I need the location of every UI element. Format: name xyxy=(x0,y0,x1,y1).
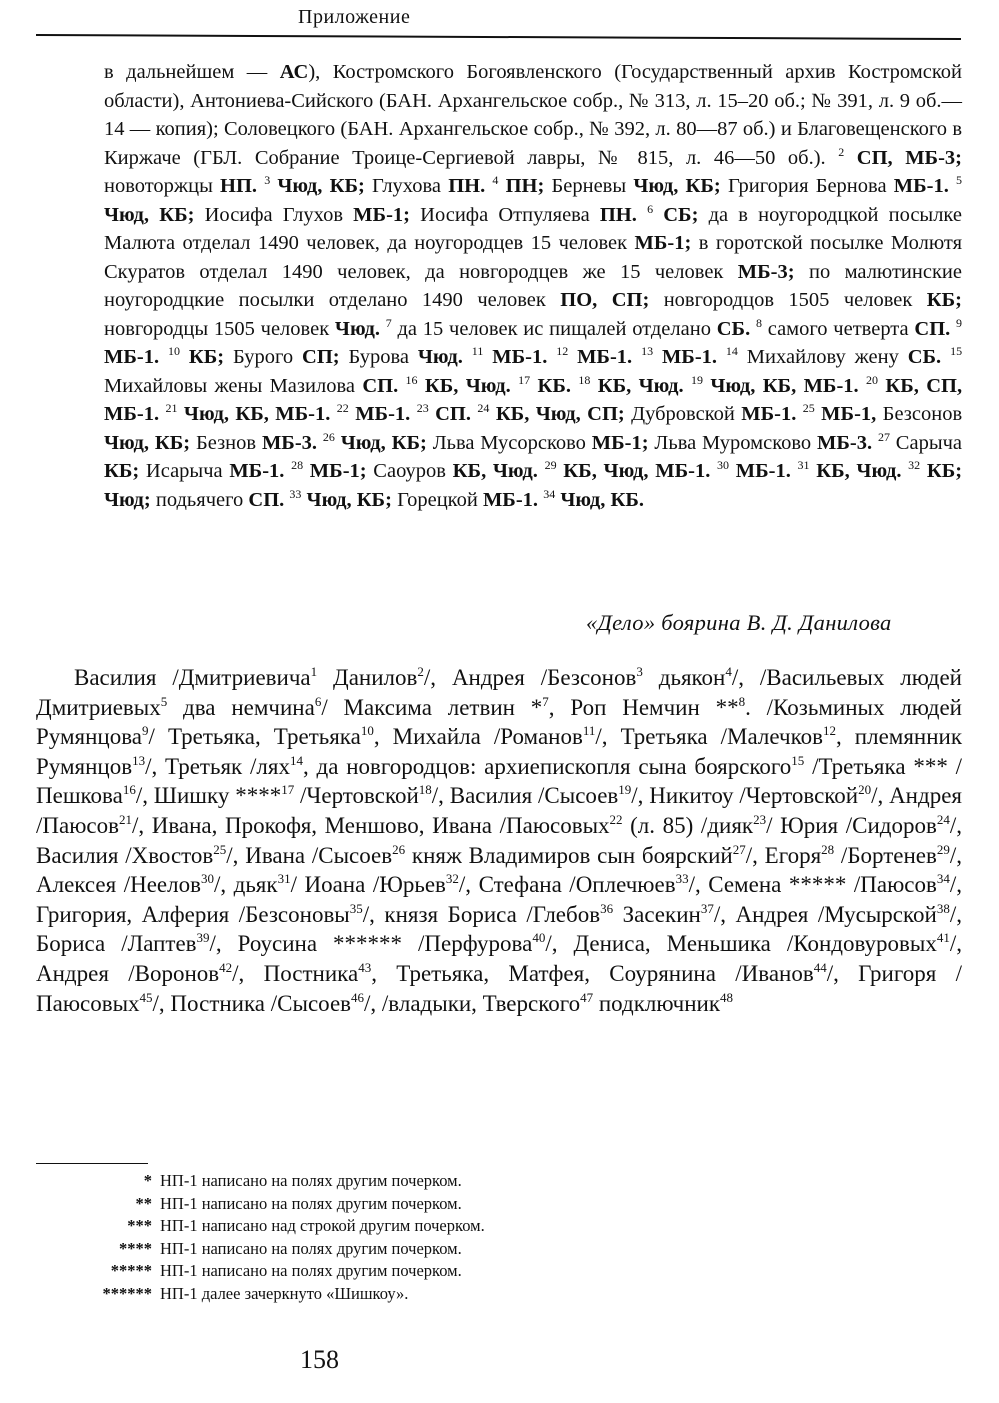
endnotes-block: в дальнейшем — АС), Костромского Богоявленского (Государственный архив Костромской области), Антониева-Сийского (БАН. Архангельское собр., № 313, л. 15–20 об.; № 391, л. 9 об.— 14 — копия); Соловецкого (БАН. Архангельское собр., № 392, л. 80—87 об.) и Благовещенского в Киржаче (ГБЛ. Собрание Троице-Сергиевой лавры, № 815, л. 46—50 об.). $^2$ СП, МБ-3; новоторжцы НП. $^3$ Чюд, КБ; Глухова ПН. $^4$ ПН; Берневы Чюд, КБ; Григория Бернова МБ-1. $^5$ Чюд, КБ; Иосифа Глухов МБ-1; Иосифа Отпуляева ПН. $^6$ СБ; да в ноугородцкой посылке Малюта отделал 1490 человек, да ноугородцев 15 человек МБ-1; в горотской посылке Молютя Скуратов отделал 1490 человек, да новгородцев же 15 человек МБ-3; по малютинские ноугородцкие посылки отделано 1490 человек ПО, СП; новгородцов 1505 человек КБ; новгородцы 1505 человек Чюд. $^7$ да 15 человек ис пищалей отделано СБ. $^8$ самого четверта СП. $^9$ МБ-1. $^{10}$ КБ; Бурого СП; Бурова Чюд. $^{11}$ МБ-1. $^{12}$ МБ-1. $^{13}$ МБ-1. $^{14}$ Михайлову жену СБ. $^{15}$ Михайловы жены Мазилова СП. $^{16}$ КБ, Чюд. $^{17}$ КБ. $^{18}$ КБ, Чюд. $^{19}$ Чюд, КБ, МБ-1. $^{20}$ КБ, СП, МБ-1. $^{21}$ Чюд, КБ, МБ-1. $^{22}$ МБ-1. $^{23}$ СП. $^{24}$ КБ, Чюд, СП; Дубровской МБ-1. $^{25}$ МБ-1, Безсонов Чюд, КБ; Безнов МБ-3. $^{26}$ Чюд, КБ; Льва Мусорсково МБ-1; Льва Муромсково МБ-3. $^{27}$ Сарыча КБ; Исарыча МБ-1. $^{28}$ МБ-1; Саоуров КБ, Чюд. $^{29}$ КБ, Чюд, МБ-1. $^{30}$ МБ-1. $^{31}$ КБ, Чюд. $^{32}$ КБ; Чюд; подьячего СП. $^{33}$ Чюд, КБ; Горецкой МБ-1. $^{34}$ Чюд, КБ. xyxy=(104,61,963,511)
footnote-line xyxy=(50,1193,750,1216)
footnote-line xyxy=(50,1170,750,1193)
footnote-mark: **** xyxy=(119,1238,152,1258)
footnote-text: НП-1 написано на полях другим почерком. xyxy=(160,1171,462,1190)
footnote-mark: ** xyxy=(135,1193,152,1213)
footnote-rule xyxy=(36,1163,148,1164)
footnote-mark: * xyxy=(143,1171,152,1190)
page-number: 158 xyxy=(300,1345,339,1374)
footnote-mark: *** xyxy=(127,1216,152,1235)
footnote-text: НП-1 далее зачеркнуто «Шишкоу». xyxy=(160,1283,409,1303)
footnote-line xyxy=(50,1283,750,1306)
footnote-line xyxy=(50,1215,750,1238)
footnote-text: НП-1 написано на полях другим почерком. xyxy=(160,1261,462,1280)
footnote-line xyxy=(50,1260,750,1283)
footnote-mark: ***** xyxy=(110,1261,152,1280)
footnote-text: НП-1 написано на полях другим почерком. xyxy=(160,1193,462,1213)
main-text: Василия /Дмитриевича$^1$ Данилов$^2$/, Андрея /Безсонов$^3$ дьякон$^4$/, /Васильевых людей Дмитриевых$^5$ два немчина$^6$/ Максима летвин *$^7$, Роп Немчин **$^8$. /Козьминых людей Румянцова$^9$/ Третьяка, Третьяка$^{10}$, Михайла /Романов$^{11}$/, Третьяка /Малечков$^{12}$, племянник Румянцов$^{13}$/, Третьяк /лях$^{14}$, да новгородцов: архиепископля сына боярского$^{15}$ /Третьяка *** /Пешкова$^{16}$/, Шишку ****$^{17}$ /Чертовской$^{18}$/, Василия /Сысоев$^{19}$/, Никитоу /Чертовской$^{20}$/, Андрея /Паюсов$^{21}$/, Ивана, Прокофя, Меншово, Ивана /Паюсовых$^{22}$ (л. 85) /дияк$^{23}$/ Юрия /Сидоров$^{24}$/, Василия /Хвостов$^{25}$/, Ивана /Сысоев$^{26}$ княж Владимиров сын боярский$^{27}$/, Егоря$^{28}$ /Бортенев$^{29}$/, Алексея /Неелов$^{30}$/, дьяк$^{31}$/ Иоана /Юрьев$^{32}$/, Стефана /Оплечюев$^{33}$/, Семена ***** /Паюсов$^{34}$/, Григория, Алферия /Безсоновы$^{35}$/, князя Бориса /Глебов$^{36}$ Засекин$^{37}$/, Андрея /Мусырской$^{38}$/, Бориса /Лаптев$^{39}$/, Роусина ****** /Перфурова$^{40}$/, Дениса, Меньшика /Кондовуровых$^{41}$/, Андрея /Воронов$^{42}$/, Постника$^{43}$, Третьяка, Матфея, Соурянина /Иванов$^{44}$/, Григоря /Паюсовых$^{45}$/, Постника /Сысоев$^{46}$/, /владыки, Тверского$^{47}$ подключник$^{48}$ xyxy=(36,664,963,1016)
footnote-text: НП-1 написано над строкой другим почерком. xyxy=(160,1216,485,1235)
header-rule xyxy=(36,34,961,40)
footnotes xyxy=(50,1170,750,1305)
footnote-text: НП-1 написано на полях другим почерком. xyxy=(160,1238,462,1258)
running-head: Приложение xyxy=(298,6,411,28)
footnote-mark: ****** xyxy=(102,1283,152,1303)
footnote-line xyxy=(50,1238,750,1261)
section-title: «Дело» боярина В. Д. Данилова xyxy=(586,610,892,635)
